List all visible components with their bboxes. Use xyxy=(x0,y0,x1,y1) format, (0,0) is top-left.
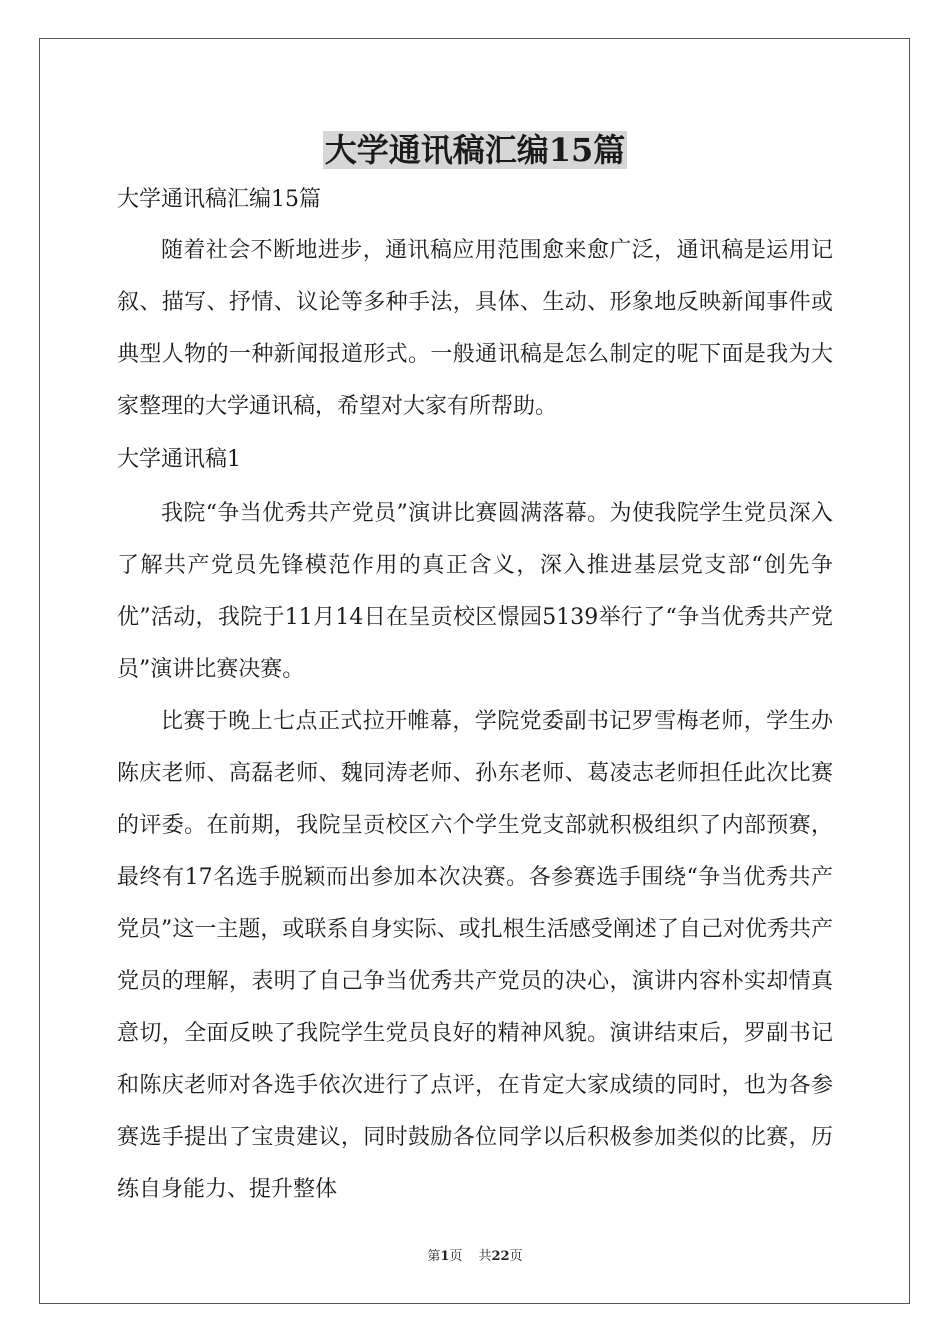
section-heading: 大学通讯稿1 xyxy=(117,447,241,472)
footer-total-suffix: 页 xyxy=(509,1249,523,1264)
footer-page-suffix: 页 xyxy=(449,1249,463,1264)
intro-paragraph: 随着社会不断地进步，通讯稿应用范围愈来愈广泛，通讯稿是运用记叙、描写、抒情、议论等多种手法，具体、生动、形象地反映新闻事件或典型人物的一种新闻报道形式。一般通讯稿是怎么制定的呢下面是我为大家整理的大学通讯稿，希望对大家有所帮助。 xyxy=(117,238,833,419)
document-body xyxy=(117,180,833,1216)
footer-page-current: 1 xyxy=(440,1249,450,1264)
body-paragraph-2: 比赛于晚上七点正式拉开帷幕，学院党委副书记罗雪梅老师，学生办陈庆老师、高磊老师、魏同涛老师、孙东老师、葛凌志老师担任此次比赛的评委。在前期，我院呈贡校区六个学生党支部就积极组织了内部预赛，最终有17名选手脱颖而出参加本次决赛。各参赛选手围绕“争当优秀共产党员”这一主题，或联系自身实际、或扎根生活感受阐述了自己对优秀共产党员的理解，表明了自己争当优秀共产党员的决心，演讲内容朴实却情真意切，全面反映了我院学生党员良好的精神风貌。演讲结束后，罗副书记和陈庆老师对各选手依次进行了点评，在肯定大家成绩的同时，也为各参赛选手提出了宝贵建议，同时鼓励各位同学以后积极参加类似的比赛，历练自身能力、提升整体 xyxy=(117,709,833,1202)
page-footer xyxy=(0,1248,950,1266)
document-title-text: 大学通讯稿汇编15篇 xyxy=(324,131,626,169)
document-title xyxy=(0,128,950,172)
footer-total-prefix: 共 xyxy=(478,1249,492,1264)
body-paragraph-1: 我院“争当优秀共产党员”演讲比赛圆满落幕。为使我院学生党员深入了解共产党员先锋模范作用的真正含义，深入推进基层党支部“创先争优”活动，我院于11月14日在呈贡校区憬园5139举行了“争当优秀共产党员”演讲比赛决赛。 xyxy=(117,501,833,682)
footer-page-prefix: 第 xyxy=(427,1249,441,1264)
footer-page-total: 22 xyxy=(491,1249,510,1264)
document-subtitle: 大学通讯稿汇编15篇 xyxy=(117,187,321,212)
